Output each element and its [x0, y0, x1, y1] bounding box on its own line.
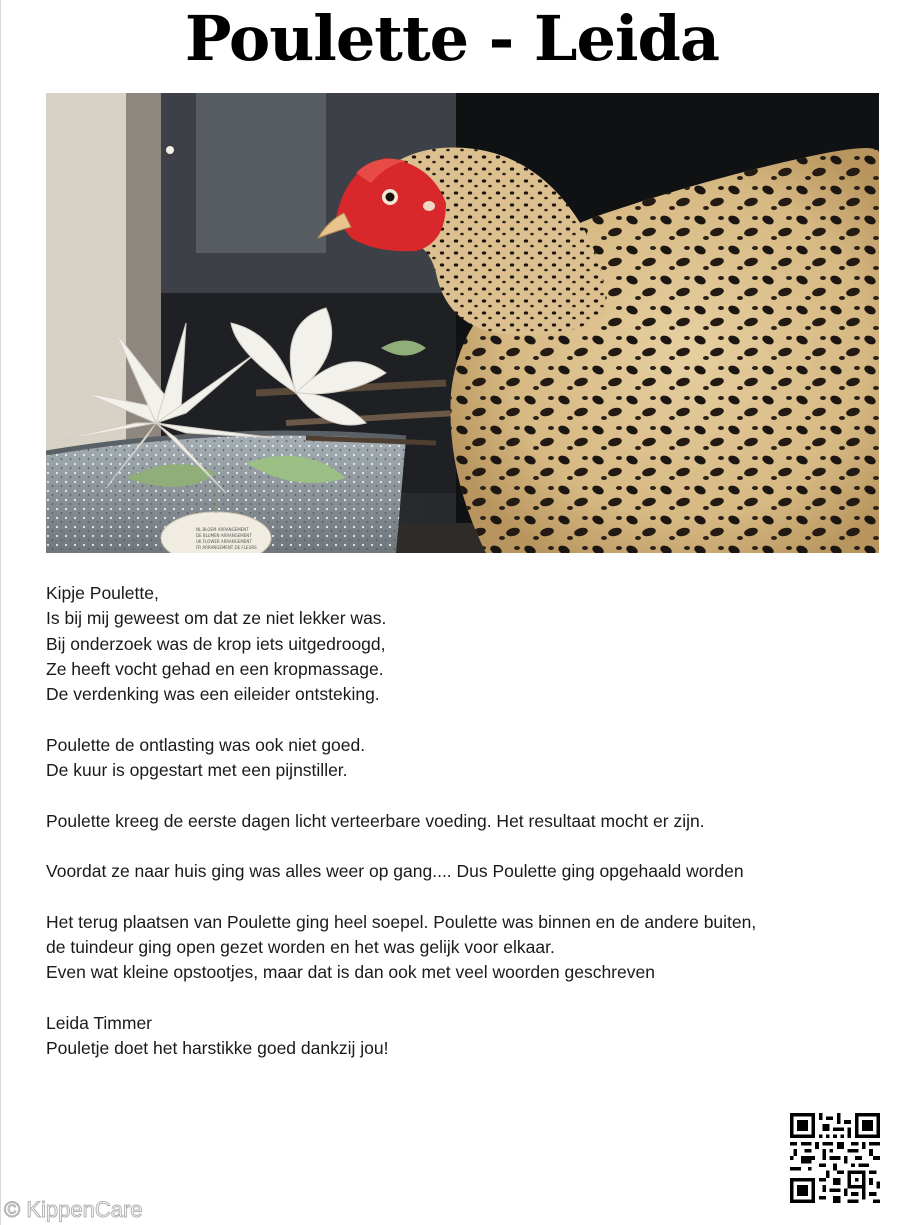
paragraph-gap: [46, 834, 876, 859]
paragraph-gap: [46, 885, 876, 910]
signature-name: Leida Timmer: [46, 1013, 153, 1034]
svg-text:DE BLUMEN ARRANGEMENT: DE BLUMEN ARRANGEMENT: [196, 533, 252, 538]
signature-message: Pouletje doet het harstikke goed dankzij jou!: [46, 1038, 389, 1059]
page-title: Poulette - Leida: [184, 2, 720, 75]
story-line: Poulette de ontlasting was ook niet goed.: [46, 734, 366, 755]
story-line: de tuindeur ging open gezet worden en het was gelijk voor elkaar.: [46, 937, 555, 958]
story-line: Kipje Poulette,: [46, 583, 159, 603]
story-text: [46, 581, 876, 1062]
story-line: De kuur is opgestart met een pijnstiller.: [46, 760, 348, 781]
story-line: Ze heeft vocht gehad en een kropmassage.: [46, 658, 384, 679]
chicken-photo: [46, 93, 879, 553]
story-line: Is bij mij geweest om dat ze niet lekker was.: [46, 608, 387, 629]
story-line: Bij onderzoek was de krop iets uitgedroogd,: [46, 633, 386, 654]
story-line: Even wat kleine opstootjes, maar dat is dan ook met veel woorden geschreven: [46, 962, 655, 983]
qr-code-icon[interactable]: [790, 1113, 880, 1203]
story-line: De verdenking was een eileider ontsteking.: [46, 684, 380, 705]
svg-text:NL BLOEM ARRANGEMENT: NL BLOEM ARRANGEMENT: [196, 527, 249, 532]
story-line: Poulette kreeg de eerste dagen licht verteerbare voeding. Het resultaat mocht er zijn.: [46, 810, 705, 831]
story-line: Voordat ze naar huis ging was alles weer op gang.... Dus Poulette ging opgehaald worden: [46, 861, 744, 882]
watermark-copyright: © KippenCare: [4, 1197, 143, 1222]
svg-text:FR ARRANGEMENT DE FLEURS: FR ARRANGEMENT DE FLEURS: [196, 545, 257, 550]
paragraph-gap: [46, 986, 876, 1011]
svg-text:UK FLOWER ARRANGEMENT: UK FLOWER ARRANGEMENT: [196, 539, 252, 544]
paragraph-gap: [46, 783, 876, 808]
paragraph-gap: [46, 707, 876, 732]
story-line: Het terug plaatsen van Poulette ging heel soepel. Poulette was binnen en de andere buiten,: [46, 911, 757, 932]
page-left-border: [0, 0, 1, 1225]
